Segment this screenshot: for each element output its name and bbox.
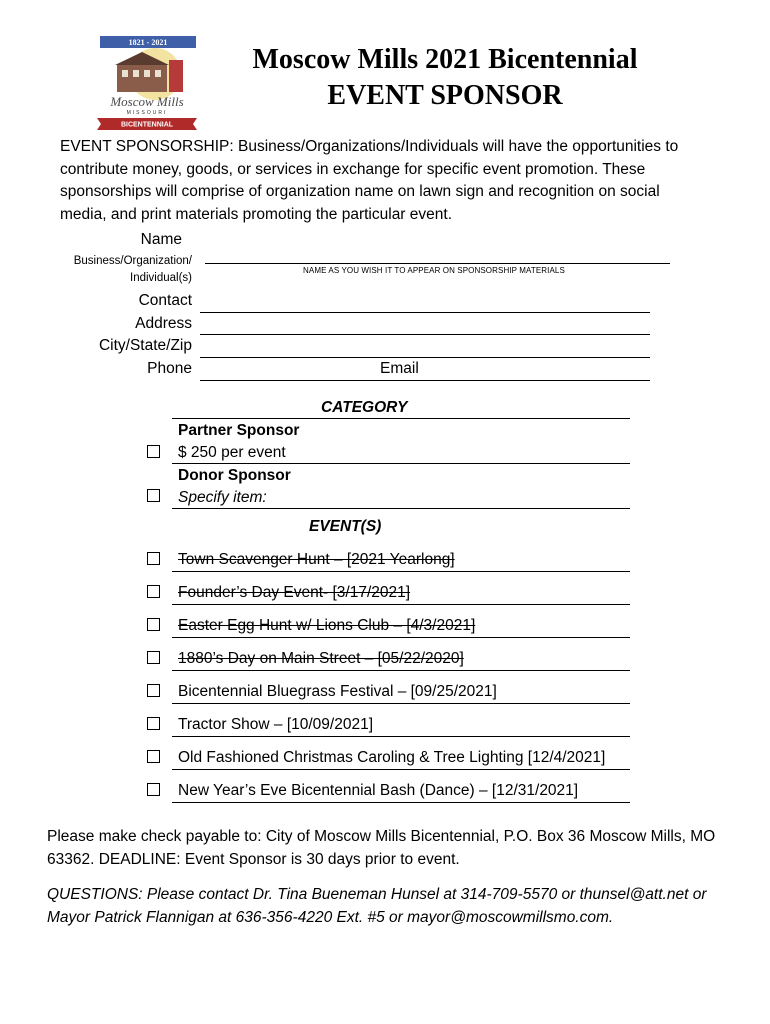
contact-label: Contact	[138, 292, 192, 309]
name-field-line[interactable]	[205, 263, 670, 264]
event-rule	[172, 769, 630, 770]
event-checkbox[interactable]	[147, 552, 160, 565]
partner-sponsor-detail: $ 250 per event	[178, 444, 286, 461]
category-top-rule	[172, 418, 630, 419]
address-label: Address	[135, 315, 192, 332]
intro-paragraph: EVENT SPONSORSHIP: Business/Organizations/Individuals will have the opportunities to contribute money, goods, or services in exchange for specific event promotion. These sponsorships will comprise of organization name on lawn sign and recognition on social media, and print materials promoting the particular event.	[60, 138, 679, 223]
event-rule	[172, 604, 630, 605]
event-rule	[172, 703, 630, 704]
page-title: Moscow Mills 2021 Bicentennial	[252, 44, 638, 75]
partner-rule	[172, 463, 630, 464]
event-label: Bicentennial Bluegrass Festival – [09/25/2021]	[178, 683, 497, 700]
business-label-block	[74, 253, 192, 287]
event-label: Town Scavenger Hunt – [2021 Yearlong]	[178, 551, 455, 568]
event-checkbox[interactable]	[147, 750, 160, 763]
event-rule	[172, 670, 630, 671]
city-state-zip-field-line[interactable]	[200, 357, 650, 358]
contact-field-line[interactable]	[200, 312, 650, 313]
event-label: Old Fashioned Christmas Caroling & Tree Lighting [12/4/2021]	[178, 749, 606, 766]
logo-town: Moscow Mills	[110, 94, 184, 109]
event-label: Tractor Show – [10/09/2021]	[178, 716, 374, 733]
event-rule	[172, 571, 630, 572]
donor-sponsor-title: Donor Sponsor	[178, 467, 291, 484]
name-field-note: NAME AS YOU WISH IT TO APPEAR ON SPONSORSHIP MATERIALS	[303, 266, 565, 275]
event-checkbox[interactable]	[147, 684, 160, 697]
donor-rule	[172, 508, 630, 509]
logo-banner-text: BICENTENNIAL	[120, 121, 174, 129]
donor-sponsor-detail: Specify item:	[178, 489, 267, 506]
events-heading: EVENT(S)	[309, 518, 382, 535]
event-checkbox[interactable]	[147, 618, 160, 631]
address-field-line[interactable]	[200, 334, 650, 335]
event-label: Easter Egg Hunt w/ Lions Club – [4/3/2021]	[178, 617, 476, 634]
business-label: Business/Organization/	[73, 255, 192, 267]
logo-state: MISSOURI	[126, 110, 168, 116]
event-label: 1880’s Day on Main Street – [05/22/2020]	[178, 650, 464, 667]
event-checkbox[interactable]	[147, 717, 160, 730]
event-rule	[172, 736, 630, 737]
donor-sponsor-checkbox[interactable]	[147, 489, 160, 502]
payment-instructions: Please make check payable to: City of Moscow Mills Bicentennial, P.O. Box 36 Moscow Mills, MO 63362. DEADLINE: Event Sponsor is 30 days prior to event.	[47, 828, 716, 868]
event-checkbox[interactable]	[147, 585, 160, 598]
event-label: New Year’s Eve Bicentennial Bash (Dance) – [12/31/2021]	[178, 782, 579, 799]
partner-sponsor-checkbox[interactable]	[147, 445, 160, 458]
city-state-zip-label: City/State/Zip	[98, 337, 192, 354]
event-rule	[172, 637, 630, 638]
partner-sponsor-title: Partner Sponsor	[178, 422, 300, 439]
bicentennial-logo	[95, 34, 199, 130]
questions-contact: QUESTIONS: Please contact Dr. Tina Bueneman Hunsel at 314-709-5570 or thunsel@att.net or Mayor Patrick Flannigan at 636-356-4220 Ext. #5 or mayor@moscowmillsmo.com.	[47, 886, 707, 926]
event-checkbox[interactable]	[147, 783, 160, 796]
logo-silo	[169, 60, 183, 92]
individual-label: Individual(s)	[130, 272, 192, 284]
event-checkbox[interactable]	[147, 651, 160, 664]
event-rule	[172, 802, 630, 803]
logo-years: 1821 - 2021	[128, 38, 168, 47]
phone-email-field-line[interactable]	[200, 380, 650, 381]
logo-mill-building	[117, 64, 167, 92]
email-label: Email	[380, 360, 419, 377]
category-heading: CATEGORY	[321, 399, 408, 416]
phone-label: Phone	[147, 360, 192, 377]
name-label: Name	[140, 231, 182, 248]
page-subtitle: EVENT SPONSOR	[327, 80, 563, 111]
event-label: Founder’s Day Event- [3/17/2021]	[178, 584, 411, 601]
